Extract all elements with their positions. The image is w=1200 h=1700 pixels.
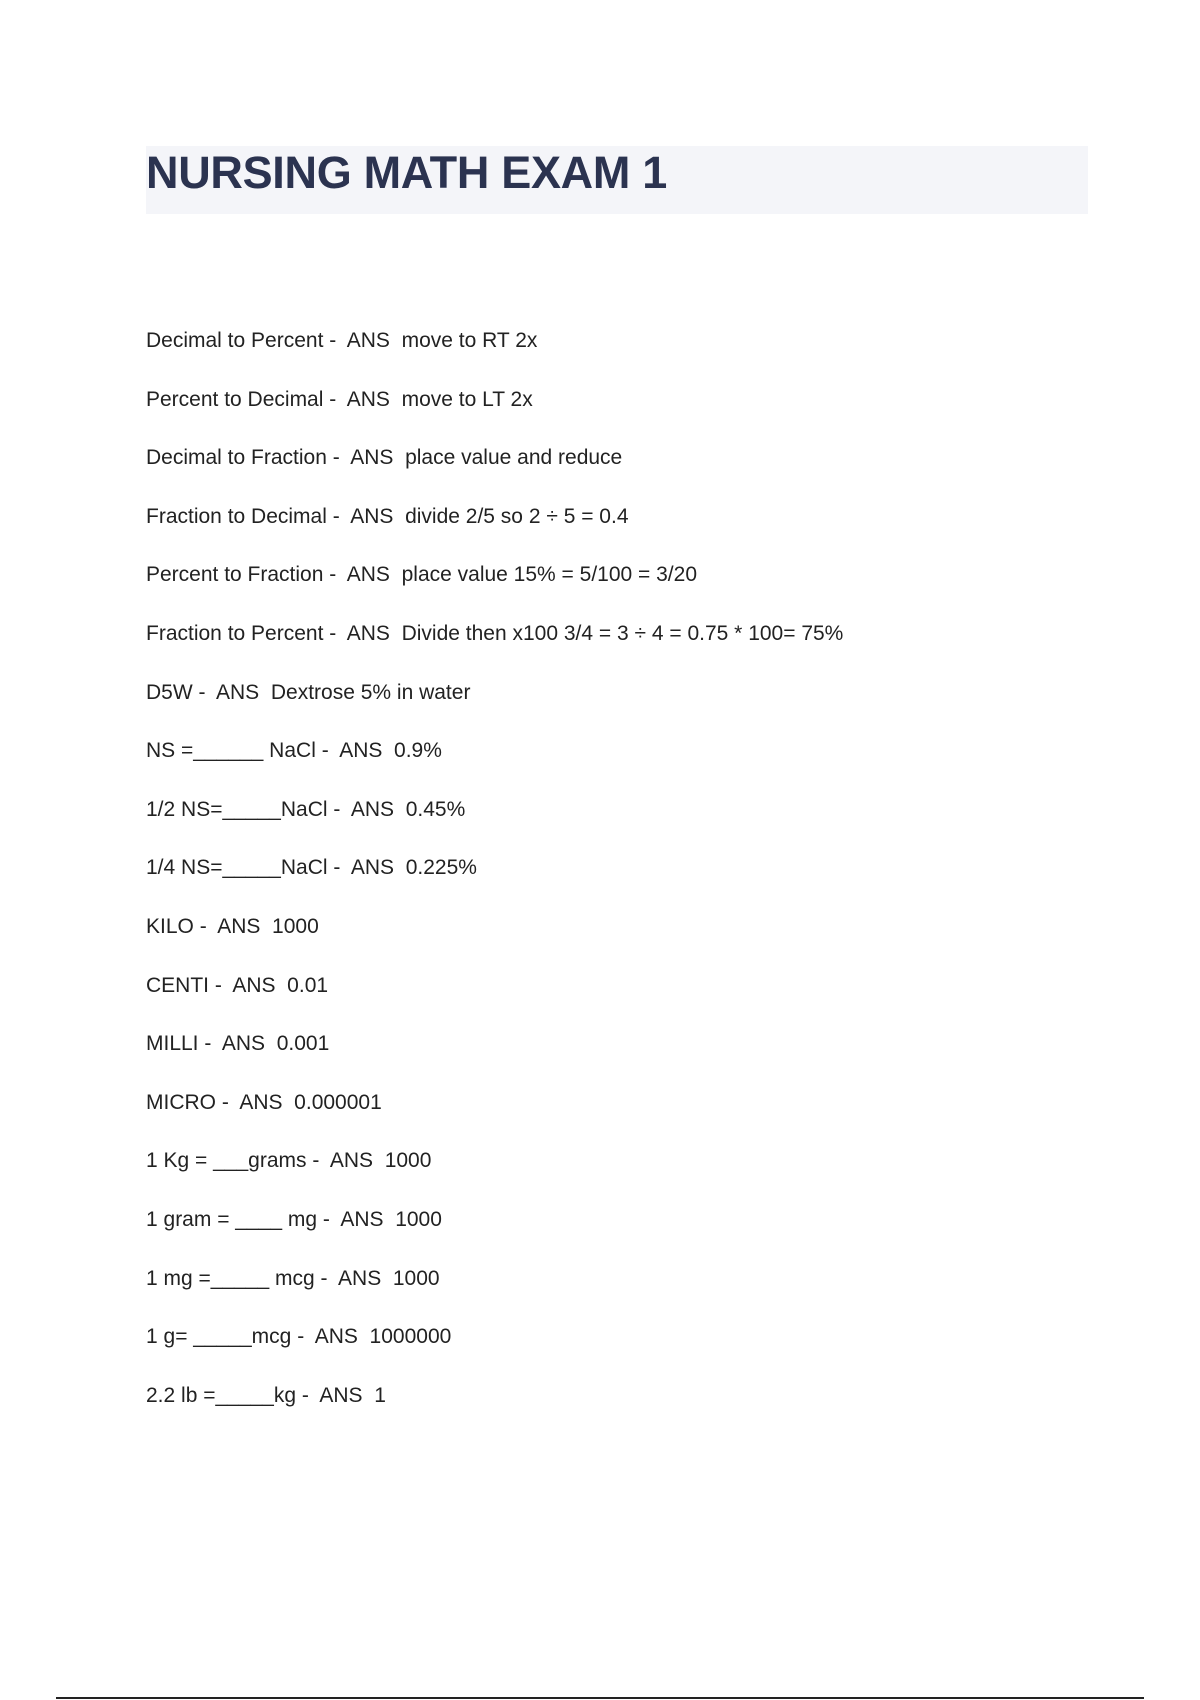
qa-item-kg-to-grams: 1 Kg = ___grams - ANS 1000 bbox=[146, 1149, 432, 1173]
qa-item-decimal-to-percent: Decimal to Percent - ANS move to RT 2x bbox=[146, 329, 538, 352]
qa-item-half-ns: 1/2 NS=_____NaCl - ANS 0.45% bbox=[146, 797, 466, 821]
page-title: NURSING MATH EXAM 1 bbox=[146, 147, 667, 198]
qa-item-fraction-to-percent: Fraction to Percent - ANS Divide then x100 3/4 = 3 ÷ 4 = 0.75 * 100= 75% bbox=[146, 621, 844, 645]
qa-item-milli: MILLI - ANS 0.001 bbox=[146, 1032, 330, 1056]
qa-item-fraction-to-decimal: Fraction to Decimal - ANS divide 2/5 so 2 ÷ 5 = 0.4 bbox=[146, 504, 629, 528]
qa-item-centi: CENTI - ANS 0.01 bbox=[146, 973, 329, 997]
qa-item-kilo: KILO - ANS 1000 bbox=[146, 914, 319, 938]
qa-item-d5w: D5W - ANS Dextrose 5% in water bbox=[146, 680, 471, 704]
qa-item-micro: MICRO - ANS 0.000001 bbox=[146, 1090, 382, 1114]
qa-item-quarter-ns: 1/4 NS=_____NaCl - ANS 0.225% bbox=[146, 856, 477, 880]
footer-rule bbox=[56, 1697, 1144, 1699]
qa-item-g-to-mcg: 1 g= _____mcg - ANS 1000000 bbox=[146, 1325, 452, 1349]
qa-item-percent-to-decimal: Percent to Decimal - ANS move to LT 2x bbox=[146, 387, 533, 411]
qa-item-mg-to-mcg: 1 mg =_____ mcg - ANS 1000 bbox=[146, 1266, 440, 1290]
qa-item-ns: NS =______ NaCl - ANS 0.9% bbox=[146, 739, 442, 763]
question-answer-list bbox=[146, 327, 843, 1440]
qa-item-percent-to-fraction: Percent to Fraction - ANS place value 15% = 5/100 = 3/20 bbox=[146, 563, 697, 587]
qa-item-lb-to-kg: 2.2 lb =_____kg - ANS 1 bbox=[146, 1383, 386, 1407]
qa-item-decimal-to-fraction: Decimal to Fraction - ANS place value and reduce bbox=[146, 446, 623, 470]
qa-item-gram-to-mg: 1 gram = ____ mg - ANS 1000 bbox=[146, 1207, 442, 1231]
